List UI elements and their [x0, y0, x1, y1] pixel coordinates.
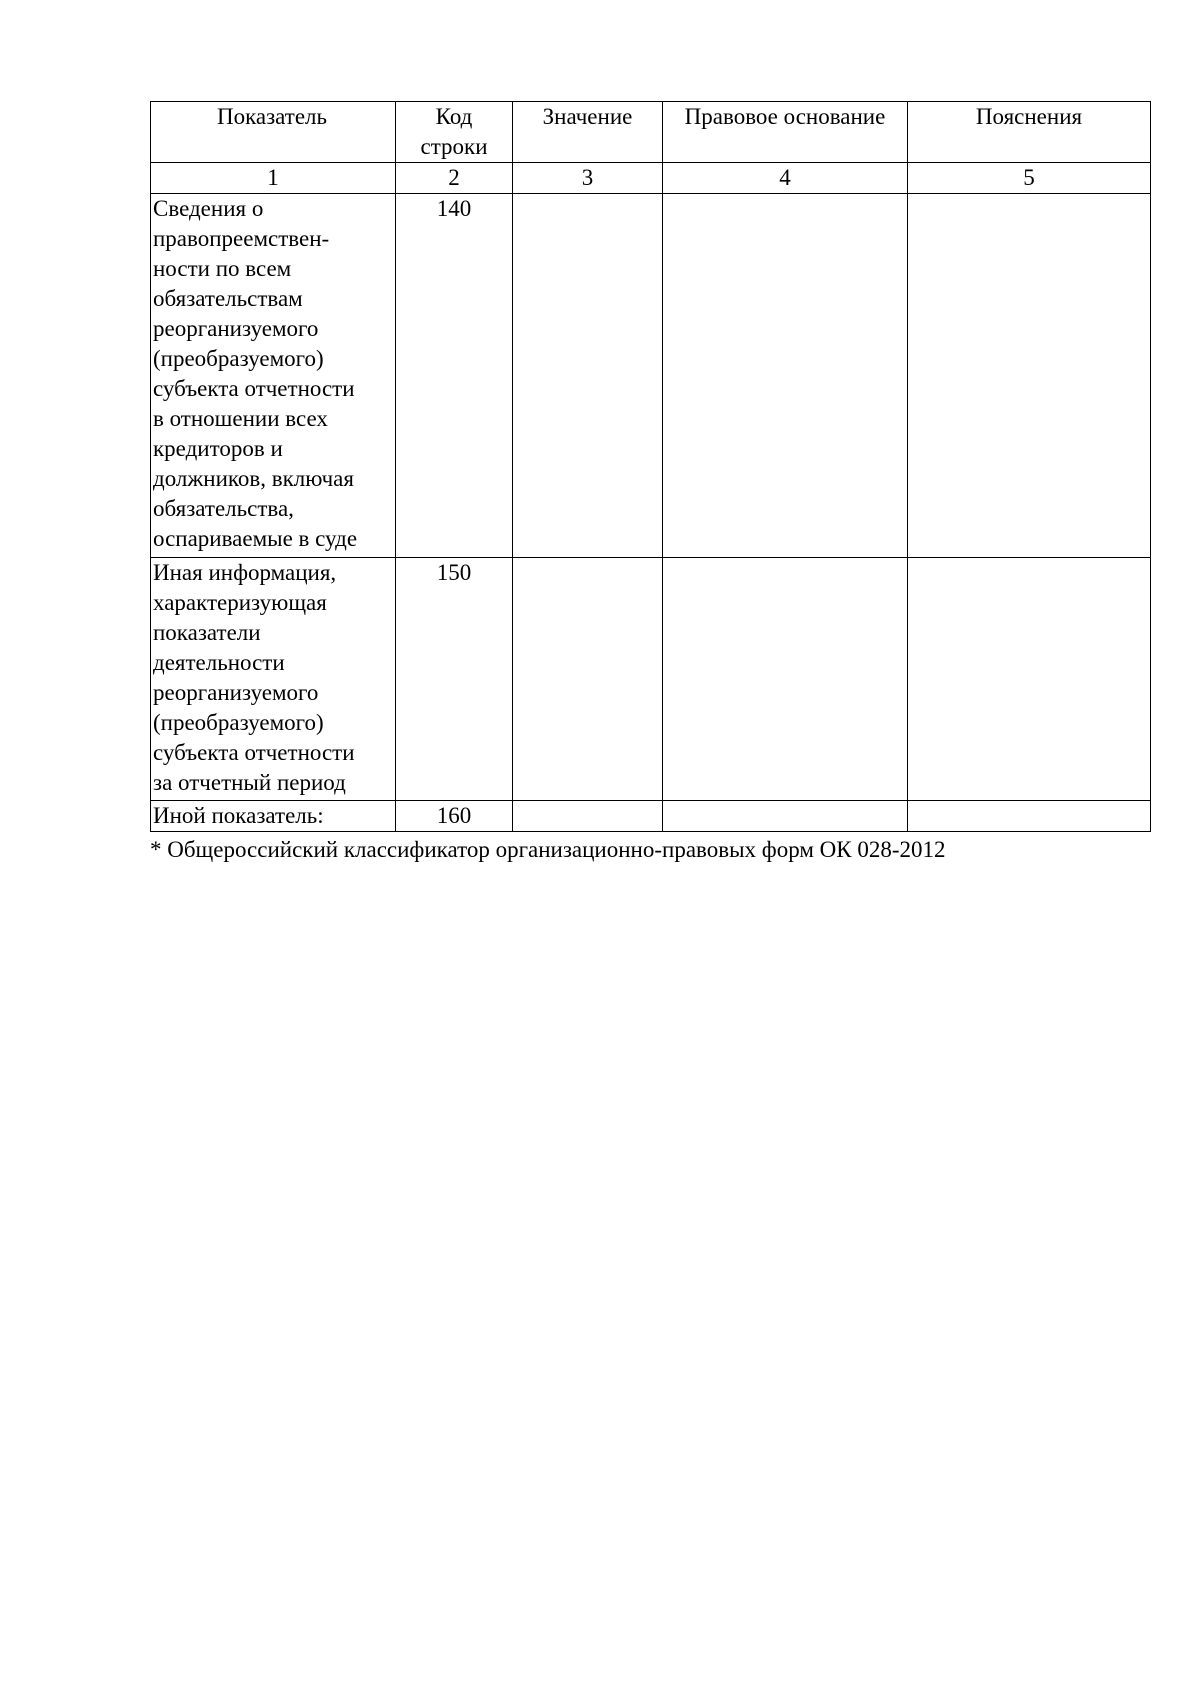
- header-legal-basis: Правовое основание: [663, 102, 908, 163]
- value-cell[interactable]: [513, 801, 663, 832]
- code-cell: 140: [396, 194, 513, 558]
- header-row-code: Код строки: [396, 102, 513, 163]
- indicator-cell: Иная информация, характеризующая показатели деятельности реорганизуемого (преобразуемого) субъекта отчетности за отчетный период: [151, 558, 396, 801]
- explanation-cell[interactable]: [908, 194, 1151, 558]
- table-row: [151, 194, 1151, 558]
- column-number: 4: [663, 163, 908, 194]
- header-value: Значение: [513, 102, 663, 163]
- footnote: * Общероссийский классификатор организационно-правовых форм ОК 028-2012: [150, 837, 946, 862]
- table-header-row: [151, 102, 1151, 163]
- value-cell[interactable]: [513, 194, 663, 558]
- table-row: [151, 558, 1151, 801]
- column-number: 2: [396, 163, 513, 194]
- explanation-cell[interactable]: [908, 801, 1151, 832]
- table-row: [151, 801, 1151, 832]
- column-number: 1: [151, 163, 396, 194]
- value-cell[interactable]: [513, 558, 663, 801]
- legal-basis-cell[interactable]: [663, 194, 908, 558]
- column-number: 3: [513, 163, 663, 194]
- indicator-cell: Иной показатель:: [151, 801, 396, 832]
- header-indicator: Показатель: [151, 102, 396, 163]
- indicator-cell: Сведения о правопреемствен- ности по всем обязательствам реорганизуемого (преобразуемого) субъекта отчетности в отношении всех кредиторов и должников, включая обязательства, оспариваемые в суде: [151, 194, 396, 558]
- indicators-table: [150, 101, 1151, 832]
- legal-basis-cell[interactable]: [663, 558, 908, 801]
- code-cell: 150: [396, 558, 513, 801]
- column-number: 5: [908, 163, 1151, 194]
- code-cell: 160: [396, 801, 513, 832]
- explanation-cell[interactable]: [908, 558, 1151, 801]
- header-explanation: Пояснения: [908, 102, 1151, 163]
- column-numbers-row: [151, 163, 1151, 194]
- legal-basis-cell[interactable]: [663, 801, 908, 832]
